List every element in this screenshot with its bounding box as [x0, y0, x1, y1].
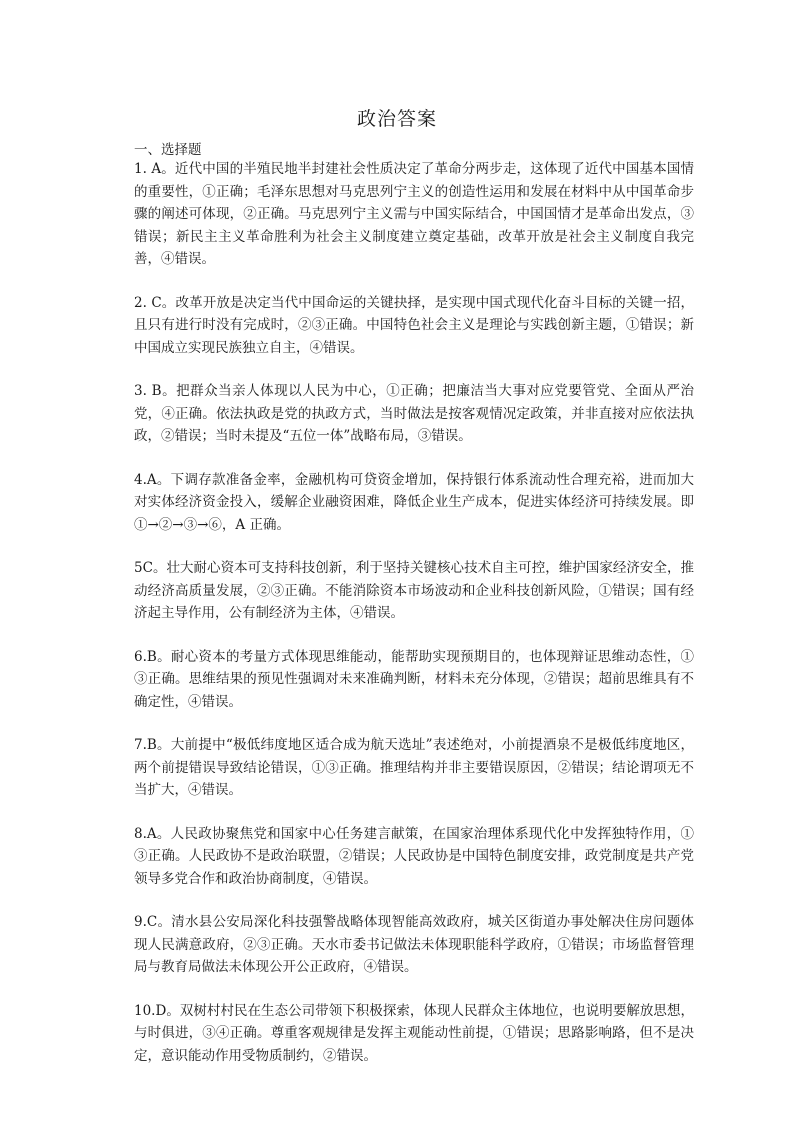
answer-item-10: 10.D。双树村村民在生态公司带领下积极探索，体现人民群众主体地位，也说明要解放思想，与时俱进，③④正确。尊重客观规律是发挥主观能动性前提，①错误；思路影响路，但不是决定，意识能动作用受物质制约，②错误。: [134, 1002, 694, 1064]
answer-item-6: 6.B。耐心资本的考量方式体现思维能动，能帮助实现预期目的，也体现辩证思维动态性，①③正确。思维结果的预见性强调对未来准确判断，材料未充分体现，②错误；超前思维具有不确定性，④错误。: [134, 648, 694, 710]
answer-item-1: 1. A。近代中国的半殖民地半封建社会性质决定了革命分两步走，这体现了近代中国基本国情的重要性，①正确；毛泽东思想对马克思列宁主义的创造性运用和发展在材料中从中国革命步骤的阐述可体现，②正确。马克思列宁主义需与中国实际结合，中国国情才是革命出发点，③错误；新民主主义革命胜利为社会主义制度建立奠定基础，改革开放是社会主义制度自我完善，④错误。: [134, 161, 694, 267]
section-heading: 一、选择题: [134, 142, 202, 158]
answer-item-4: 4.A。下调存款准备金率，金融机构可贷资金增加，保持银行体系流动性合理充裕，进而加大对实体经济资金投入，缓解企业融资困难，降低企业生产成本，促进实体经济可持续发展。即①→②→③→⑥，A 正确。: [134, 471, 694, 533]
answer-list: [134, 158, 694, 1088]
answer-item-7: 7.B。大前提中“极低纬度地区适合成为航天选址”表述绝对，小前提酒泉不是极低纬度地区，两个前提错误导致结论错误，①③正确。推理结构并非主要错误原因，②错误；结论谓项无不当扩大，④错误。: [134, 737, 694, 798]
document-title: 政治答案: [356, 108, 437, 130]
answer-item-2: 2. C。改革开放是决定当代中国命运的关键抉择，是实现中国式现代化奋斗目标的关键一招，且只有进行时没有完成时，②③正确。中国特色社会主义是理论与实践创新主题，①错误；新中国成立实现民族独立自主，④错误。: [134, 294, 694, 356]
answer-item-8: 8.A。人民政协聚焦党和国家中心任务建言献策，在国家治理体系现代化中发挥独特作用，①③正确。人民政协不是政治联盟，②错误；人民政协是中国特色制度安排，政党制度是共产党领导多党合作和政治协商制度，④错误。: [134, 825, 694, 887]
answer-item-5: 5C。壮大耐心资本可支持科技创新，利于坚持关键核心技术自主可控，维护国家经济安全，推动经济高质量发展，②③正确。不能消除资本市场波动和企业科技创新风险，①错误；国有经济起主导作用，公有制经济为主体，④错误。: [134, 560, 694, 621]
answer-item-3: 3. B。把群众当亲人体现以人民为中心，①正确；把廉洁当大事对应党要管党、全面从严治党，④正确。依法执政是党的执政方式，当时做法是按客观情况定政策，并非直接对应依法执政，②错误；当时未提及“五位一体”战略布局，③错误。: [134, 383, 694, 444]
answer-item-9: 9.C。清水县公安局深化科技强警战略体现智能高效政府，城关区街道办事处解决住房问题体现人民满意政府，②③正确。天水市委书记做法未体现职能科学政府，①错误；市场监督管理局与教育局做法未体现公开公正政府，④错误。: [134, 914, 694, 975]
